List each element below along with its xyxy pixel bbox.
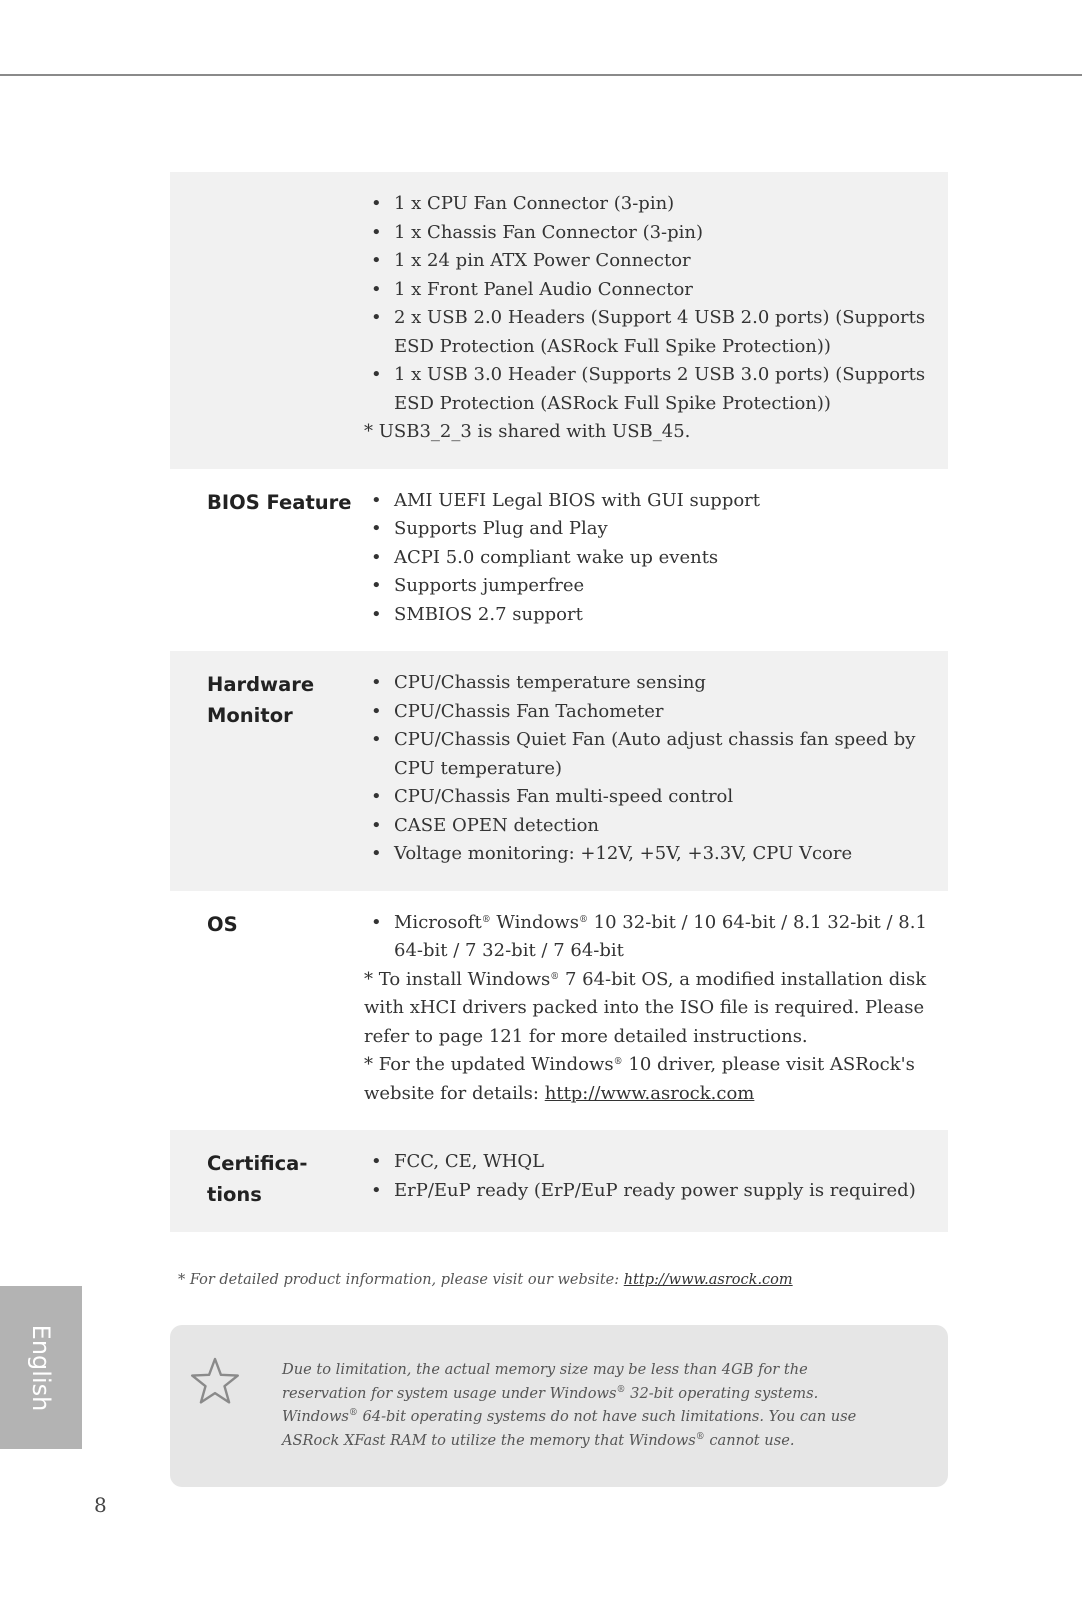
spec-row-certifications bbox=[170, 1130, 948, 1232]
list-item: • Voltage monitoring: +12V, +5V, +3.3V, CPU Vcore bbox=[364, 840, 932, 869]
list-item: • CPU/Chassis Fan multi-speed control bbox=[364, 783, 932, 812]
product-info-footnote bbox=[178, 1272, 793, 1288]
footnote-text: * For detailed product information, please visit our website: bbox=[178, 1272, 624, 1288]
callout-text: Due to limitation, the actual memory size may be less than 4GB for the reservation for system usage under Windows® 32-bit operating systems. Windows® 64-bit operating systems do not have such limitations. You can use ASRock XFast RAM to utilize the memory that Windows® cannot use. bbox=[282, 1361, 857, 1449]
list-item: • 1 x USB 3.0 Header (Supports 2 USB 3.0 ports) (Supports ESD Protection (ASRock Full Spike Protection)) bbox=[364, 361, 932, 418]
spec-row-hardware-monitor bbox=[170, 651, 948, 891]
os-driver-note bbox=[364, 1051, 932, 1108]
usb-shared-note: * USB3_2_3 is shared with USB_45. bbox=[364, 421, 691, 442]
spec-row-connectors bbox=[170, 172, 948, 469]
spec-row-bios bbox=[170, 469, 948, 652]
row-body-certifications bbox=[364, 1148, 948, 1210]
list-item: • 1 x Front Panel Audio Connector bbox=[364, 276, 932, 305]
row-label-hardware-monitor: Hardware Monitor bbox=[207, 673, 315, 727]
page-number: 8 bbox=[94, 1493, 107, 1517]
header-rule bbox=[0, 74, 1082, 76]
list-item: • Microsoft® Windows® 10 32-bit / 10 64-bit / 8.1 32-bit / 8.1 64-bit / 7 32-bit / 7 64-bit bbox=[364, 909, 932, 966]
row-label-os: OS bbox=[207, 912, 238, 936]
list-item: • 1 x CPU Fan Connector (3-pin) bbox=[364, 190, 932, 219]
row-label-bios: BIOS Feature bbox=[207, 490, 352, 514]
row-body-bios bbox=[364, 487, 948, 630]
row-body-connectors bbox=[364, 190, 948, 447]
certifications-list bbox=[364, 1148, 932, 1205]
list-item: • 2 x USB 2.0 Headers (Support 4 USB 2.0 ports) (Supports ESD Protection (ASRock Full Spike Protection)) bbox=[364, 304, 932, 361]
list-item: • ACPI 5.0 compliant wake up events bbox=[364, 544, 932, 573]
footnote-website-link[interactable]: http://www.asrock.com bbox=[623, 1272, 793, 1288]
row-label-certifications: Certifica-tions bbox=[207, 1152, 308, 1206]
list-item: • FCC, CE, WHQL bbox=[364, 1148, 932, 1177]
list-item: • 1 x 24 pin ATX Power Connector bbox=[364, 247, 932, 276]
list-item: • CPU/Chassis Quiet Fan (Auto adjust chassis fan speed by CPU temperature) bbox=[364, 726, 932, 783]
language-label: English bbox=[27, 1324, 55, 1411]
list-item: • 1 x Chassis Fan Connector (3-pin) bbox=[364, 219, 932, 248]
list-item: • Supports jumperfree bbox=[364, 572, 932, 601]
list-item: • ErP/EuP ready (ErP/EuP ready power supply is required) bbox=[364, 1177, 932, 1206]
os-list bbox=[364, 909, 932, 966]
star-icon bbox=[188, 1356, 242, 1406]
os-driver-note-text: * For the updated Windows® 10 driver, please visit ASRock's website for details: bbox=[364, 1054, 915, 1104]
asrock-website-link[interactable]: http://www.asrock.com bbox=[544, 1082, 755, 1104]
list-item: • SMBIOS 2.7 support bbox=[364, 601, 932, 630]
row-body-hardware-monitor bbox=[364, 669, 948, 869]
list-item: • CPU/Chassis Fan Tachometer bbox=[364, 698, 932, 727]
language-tab bbox=[0, 1286, 82, 1449]
list-item: • AMI UEFI Legal BIOS with GUI support bbox=[364, 487, 932, 516]
connectors-list bbox=[364, 190, 932, 418]
row-body-os bbox=[364, 909, 948, 1109]
list-item: • Supports Plug and Play bbox=[364, 515, 932, 544]
bios-list bbox=[364, 487, 932, 630]
os-install-note: * To install Windows® 7 64-bit OS, a modified installation disk with xHCI drivers packed into the ISO file is required. Please refer to page 121 for more detailed instructions. bbox=[364, 968, 927, 1047]
list-item: • CPU/Chassis temperature sensing bbox=[364, 669, 932, 698]
list-item: • CASE OPEN detection bbox=[364, 812, 932, 841]
hardware-monitor-list bbox=[364, 669, 932, 869]
spec-table bbox=[170, 172, 948, 1232]
row-label-empty bbox=[170, 190, 364, 447]
spec-row-os bbox=[170, 891, 948, 1131]
memory-note-callout bbox=[170, 1325, 948, 1487]
